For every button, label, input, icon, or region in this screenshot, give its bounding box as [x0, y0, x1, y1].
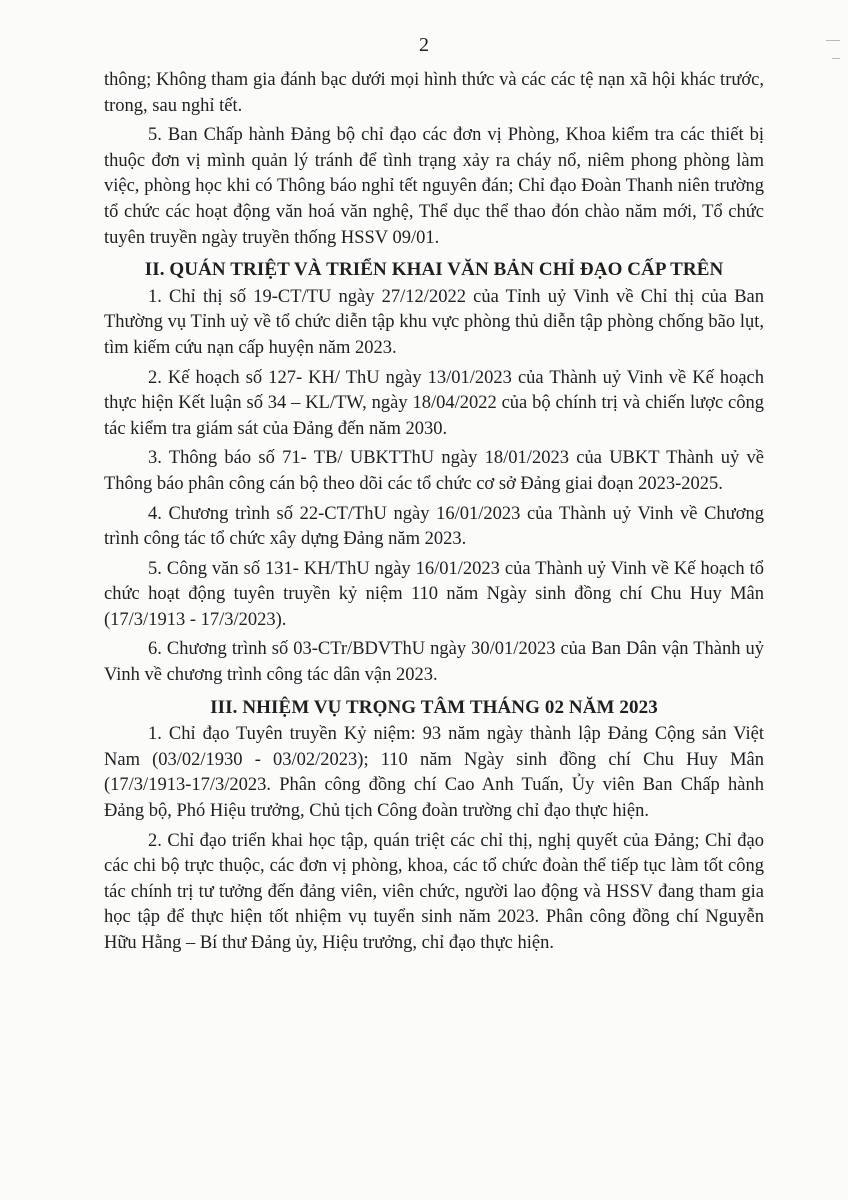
paragraph: 4. Chương trình số 22-CT/ThU ngày 16/01/2023 của Thành uỷ Vinh về Chương trình công tác tổ chức xây dựng Đảng năm 2023.: [104, 503, 764, 550]
paragraph: 2. Chỉ đạo triển khai học tập, quán triệt các chỉ thị, nghị quyết của Đảng; Chỉ đạo các chi bộ trực thuộc, các đơn vị phòng, khoa, các tổ chức đoàn thể tiếp tục làm tốt công tác chính trị tư tưởng đến đảng viên, viên chức, người lao động và HSSV đang tham gia học tập để thực hiện tốt nhiệm vụ tuyển sinh năm 2023. Phân công đồng chí Nguyễn Hữu Hằng – Bí thư Đảng ủy, Hiệu trưởng, chỉ đạo thực hiện.: [104, 830, 764, 953]
section-heading: III. NHIỆM VỤ TRỌNG TÂM THÁNG 02 NĂM 2023: [210, 696, 658, 718]
page-number: 2: [419, 34, 429, 56]
paragraph: 6. Chương trình số 03-CTr/BDVThU ngày 30/01/2023 của Ban Dân vận Thành uỷ Vinh về chương trình công tác dân vận 2023.: [104, 639, 764, 686]
paragraph: 5. Công văn số 131- KH/ThU ngày 16/01/2023 của Thành uỷ Vinh về Kế hoạch tổ chức hoạt động tuyên truyền kỷ niệm 110 năm Ngày sinh đồng chí Chu Huy Mân (17/3/1913 - 17/3/2023).: [104, 558, 764, 630]
paragraph: thông; Không tham gia đánh bạc dưới mọi hình thức và các các tệ nạn xã hội khác trước, trong, sau nghỉ tết.: [104, 70, 764, 116]
paragraph: 1. Chỉ đạo Tuyên truyền Kỷ niệm: 93 năm ngày thành lập Đảng Cộng sản Việt Nam (03/02/1930 - 03/02/2023); 110 năm Ngày sinh đồng chí Chu Huy Mân (17/3/1913-17/3/2023. Phân công đồng chí Cao Anh Tuấn, Ủy viên Ban Chấp hành Đảng bộ, Phó Hiệu trưởng, Chủ tịch Công đoàn trường chỉ đạo thực hiện.: [104, 724, 764, 822]
scan-edge-mark: [826, 40, 840, 41]
paragraph: 3. Thông báo số 71- TB/ UBKTThU ngày 18/01/2023 của UBKT Thành uỷ về Thông báo phân công cán bộ theo dõi các tổ chức cơ sở Đảng giai đoạn 2023-2025.: [104, 448, 764, 494]
scan-edge-mark: [832, 58, 840, 59]
paragraph: 1. Chỉ thị số 19-CT/TU ngày 27/12/2022 của Tỉnh uỷ Vinh về Chỉ thị của Ban Thường vụ Tỉnh uỷ về tổ chức diễn tập khu vực phòng thủ diễn tập phòng chống bão lụt, tìm kiếm cứu nạn cấp huyện năm 2023.: [104, 286, 764, 358]
document-body: [104, 68, 764, 961]
paragraph: 5. Ban Chấp hành Đảng bộ chỉ đạo các đơn vị Phòng, Khoa kiểm tra các thiết bị thuộc đơn vị mình quản lý tránh để tình trạng xảy ra cháy nổ, niêm phong phòng làm việc, phòng học khi có Thông báo nghỉ tết nguyên đán; Chỉ đạo Đoàn Thanh niên trường tổ chức các hoạt động văn hoá văn nghệ, Thể dục thể thao đón chào năm mới, Tổ chức tuyên truyền ngày truyền thống HSSV 09/01.: [104, 125, 764, 248]
paragraph: 2. Kế hoạch số 127- KH/ ThU ngày 13/01/2023 của Thành uỷ Vinh về Kế hoạch thực hiện Kết luận số 34 – KL/TW, ngày 18/04/2022 của bộ chính trị và chiến lược công tác kiểm tra giám sát của Đảng đến năm 2030.: [104, 367, 764, 439]
section-heading: II. QUÁN TRIỆT VÀ TRIỂN KHAI VĂN BẢN CHỈ ĐẠO CẤP TRÊN: [144, 259, 724, 281]
